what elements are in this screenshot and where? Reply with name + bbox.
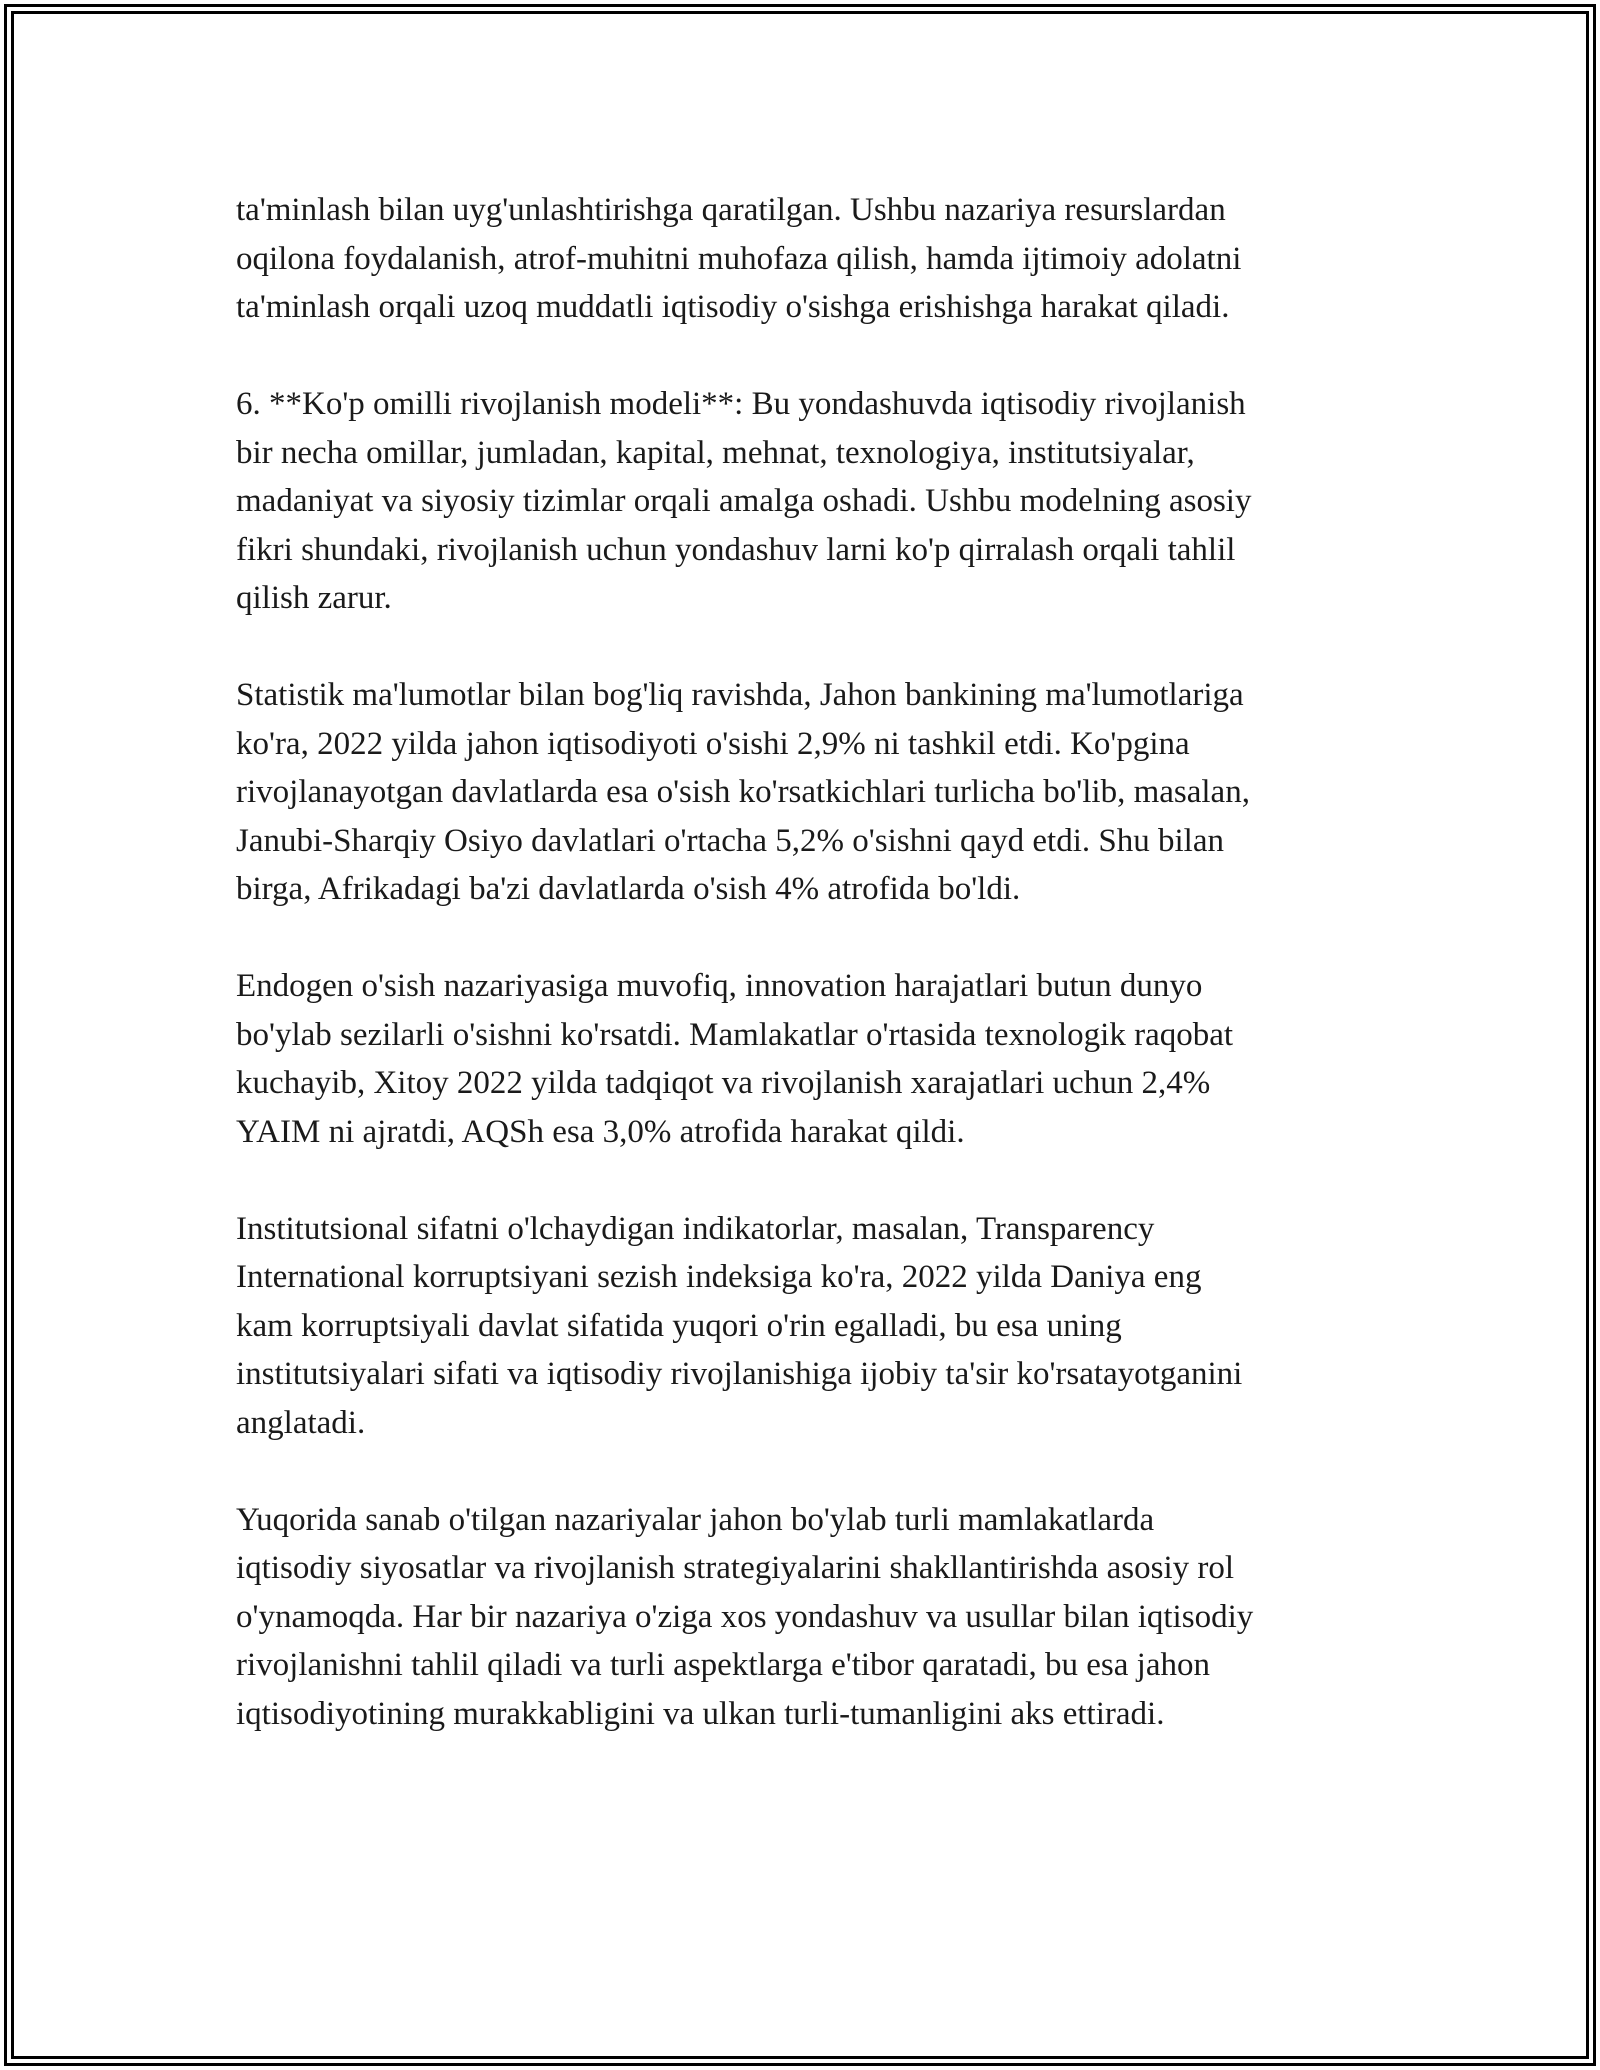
text-line: bir necha omillar, jumladan, kapital, mehnat, texnologiya, institutsiyalar, [236,434,1195,471]
text-line: madaniyat va siyosiy tizimlar orqali amalga oshadi. Ushbu modelning asosiy [236,483,1252,519]
text-line: ko'ra, 2022 yilda jahon iqtisodiyoti o'sishi 2,9% ni tashkil etdi. Ko'pgina [236,725,1190,762]
text-line: 6. **Ko'p omilli rivojlanish modeli**: Bu yondashuvda iqtisodiy rivojlanish [236,386,1246,422]
text-line: kuchayib, Xitoy 2022 yilda tadqiqot va rivojlanish xarajatlari uchun 2,4% [236,1065,1211,1101]
text-line: qilish zarur. [236,580,392,616]
text-line: Institutsional sifatni o'lchaydigan indikatorlar, masalan, Transparency [236,1210,1155,1247]
text-line: iqtisodiy siyosatlar va rivojlanish strategiyalarini shakllantirishda asosiy rol [236,1550,1235,1586]
paragraph-institutional-quality [236,1205,1396,1448]
text-line: Endogen o'sish nazariyasiga muvofiq, innovation harajatlari butun dunyo [236,968,1203,1004]
text-line: kam korruptsiyali davlat sifatida yuqori o'rin egalladi, bu esa uning [236,1307,1122,1344]
text-line: iqtisodiyotining murakkabligini va ulkan turli-tumanligini aks ettiradi. [236,1695,1165,1732]
paragraph-multifactor-model [236,380,1396,623]
text-line: YAIM ni ajratdi, AQSh esa 3,0% atrofida harakat qildi. [236,1113,965,1150]
text-line: Janubi-Sharqiy Osiyo davlatlari o'rtacha 5,2% o'sishni qayd etdi. Shu bilan [236,822,1224,859]
paragraph-endogenous-growth [236,962,1396,1156]
paragraph-sustainable-development-end [236,186,1396,332]
text-line: oqilona foydalanish, atrof-muhitni muhofaza qilish, hamda ijtimoiy adolatni [236,240,1242,277]
paragraph-statistics [236,671,1396,914]
text-line: anglatadi. [236,1404,366,1441]
text-line: fikri shundaki, rivojlanish uchun yondashuv larni ko'p qirralash orqali tahlil [236,531,1236,568]
text-line: ta'minlash bilan uyg'unlashtirishga qaratilgan. Ushbu nazariya resurslardan [236,192,1226,228]
text-line: Statistik ma'lumotlar bilan bog'liq ravishda, Jahon bankining ma'lumotlariga [236,677,1244,713]
text-line: rivojlanayotgan davlatlarda esa o'sish ko'rsatkichlari turlicha bo'lib, masalan, [236,774,1250,810]
text-line: bo'ylab sezilarli o'sishni ko'rsatdi. Mamlakatlar o'rtasida texnologik raqobat [236,1016,1234,1053]
text-line: o'ynamoqda. Har bir nazariya o'ziga xos yondashuv va usullar bilan iqtisodiy [236,1598,1254,1635]
text-line: rivojlanishni tahlil qiladi va turli aspektlarga e'tibor qaratadi, bu esa jahon [236,1647,1210,1683]
text-line: Yuqorida sanab o'tilgan nazariyalar jahon bo'ylab turli mamlakatlarda [236,1501,1155,1538]
text-line: International korruptsiyani sezish indeksiga ko'ra, 2022 yilda Daniya eng [236,1259,1202,1295]
text-line: ta'minlash orqali uzoq muddatli iqtisodiy o'sishga erishishga harakat qiladi. [236,289,1230,325]
document-body [236,186,1396,1787]
text-line: birga, Afrikadagi ba'zi davlatlarda o'sish 4% atrofida bo'ldi. [236,871,1021,907]
text-line: institutsiyalari sifati va iqtisodiy rivojlanishiga ijobiy ta'sir ko'rsatayotganini [236,1356,1243,1392]
paragraph-conclusion [236,1496,1396,1739]
